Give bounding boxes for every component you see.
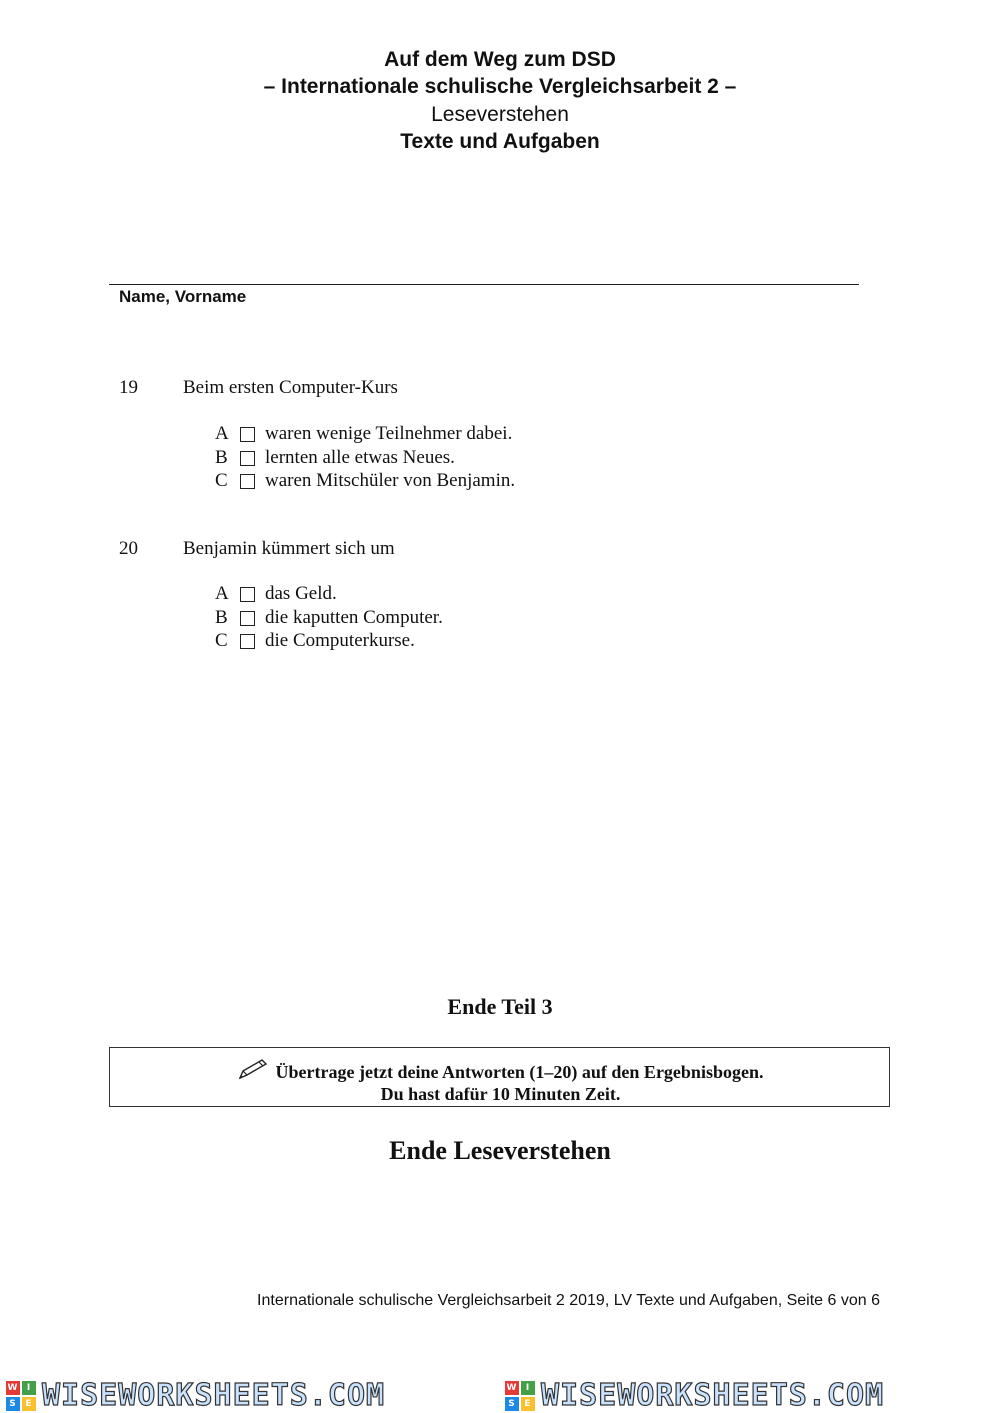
question-text: Beim ersten Computer-Kurs	[183, 377, 398, 398]
option-letter: A	[215, 583, 229, 604]
option-19-b[interactable]	[215, 446, 455, 470]
watermark-text: WISEWORKSHEETS.COM	[541, 1378, 885, 1413]
option-letter: A	[215, 423, 229, 444]
watermark-logo-icon: W I S E	[6, 1381, 36, 1411]
checkbox-20-b[interactable]	[240, 611, 255, 626]
title-line-2: – Internationale schulische Vergleichsarbeit 2 –	[263, 75, 737, 98]
notice-line-1: Übertrage jetzt deine Antworten (1–20) auf den Ergebnisbogen.	[275, 1062, 764, 1082]
question-text: Benjamin kümmert sich um	[183, 538, 395, 559]
watermark-text: WISEWORKSHEETS.COM	[42, 1378, 386, 1413]
end-section-heading: Ende Leseverstehen	[389, 1136, 611, 1165]
option-text: lernten alle etwas Neues.	[265, 447, 455, 468]
title-line-4: Texte und Aufgaben	[400, 130, 600, 153]
checkbox-19-b[interactable]	[240, 451, 255, 466]
notice-box	[109, 1047, 890, 1107]
name-line[interactable]	[109, 284, 859, 285]
checkbox-20-c[interactable]	[240, 634, 255, 649]
title-line-3: Leseverstehen	[431, 103, 569, 126]
option-text: die Computerkurse.	[265, 630, 415, 651]
watermark-logo-icon: W I S E	[505, 1381, 535, 1411]
option-text: waren wenige Teilnehmer dabei.	[265, 423, 513, 444]
question-number: 20	[119, 538, 138, 559]
question-number: 19	[119, 377, 138, 398]
checkbox-19-c[interactable]	[240, 474, 255, 489]
option-letter: C	[215, 470, 228, 491]
option-letter: B	[215, 607, 228, 628]
option-19-a[interactable]	[215, 422, 512, 446]
option-19-c[interactable]	[215, 469, 515, 493]
option-text: waren Mitschüler von Benjamin.	[265, 470, 516, 491]
option-letter: C	[215, 630, 228, 651]
option-20-b[interactable]	[215, 606, 443, 630]
option-20-c[interactable]	[215, 629, 415, 653]
checkbox-19-a[interactable]	[240, 427, 255, 442]
option-letter: B	[215, 447, 228, 468]
name-label: Name, Vorname	[119, 287, 247, 306]
pencil-icon	[238, 1058, 268, 1085]
checkbox-20-a[interactable]	[240, 587, 255, 602]
page-footer: Internationale schulische Vergleichsarbeit 2 2019, LV Texte und Aufgaben, Seite 6 von 6	[257, 1292, 880, 1309]
watermark	[6, 1378, 385, 1413]
option-text: das Geld.	[265, 583, 337, 604]
notice-line-2: Du hast dafür 10 Minuten Zeit.	[380, 1084, 621, 1104]
watermark	[505, 1378, 884, 1413]
option-20-a[interactable]	[215, 582, 337, 606]
option-text: die kaputten Computer.	[265, 607, 443, 628]
end-part-heading: Ende Teil 3	[447, 994, 553, 1019]
title-line-1: Auf dem Weg zum DSD	[384, 48, 616, 71]
